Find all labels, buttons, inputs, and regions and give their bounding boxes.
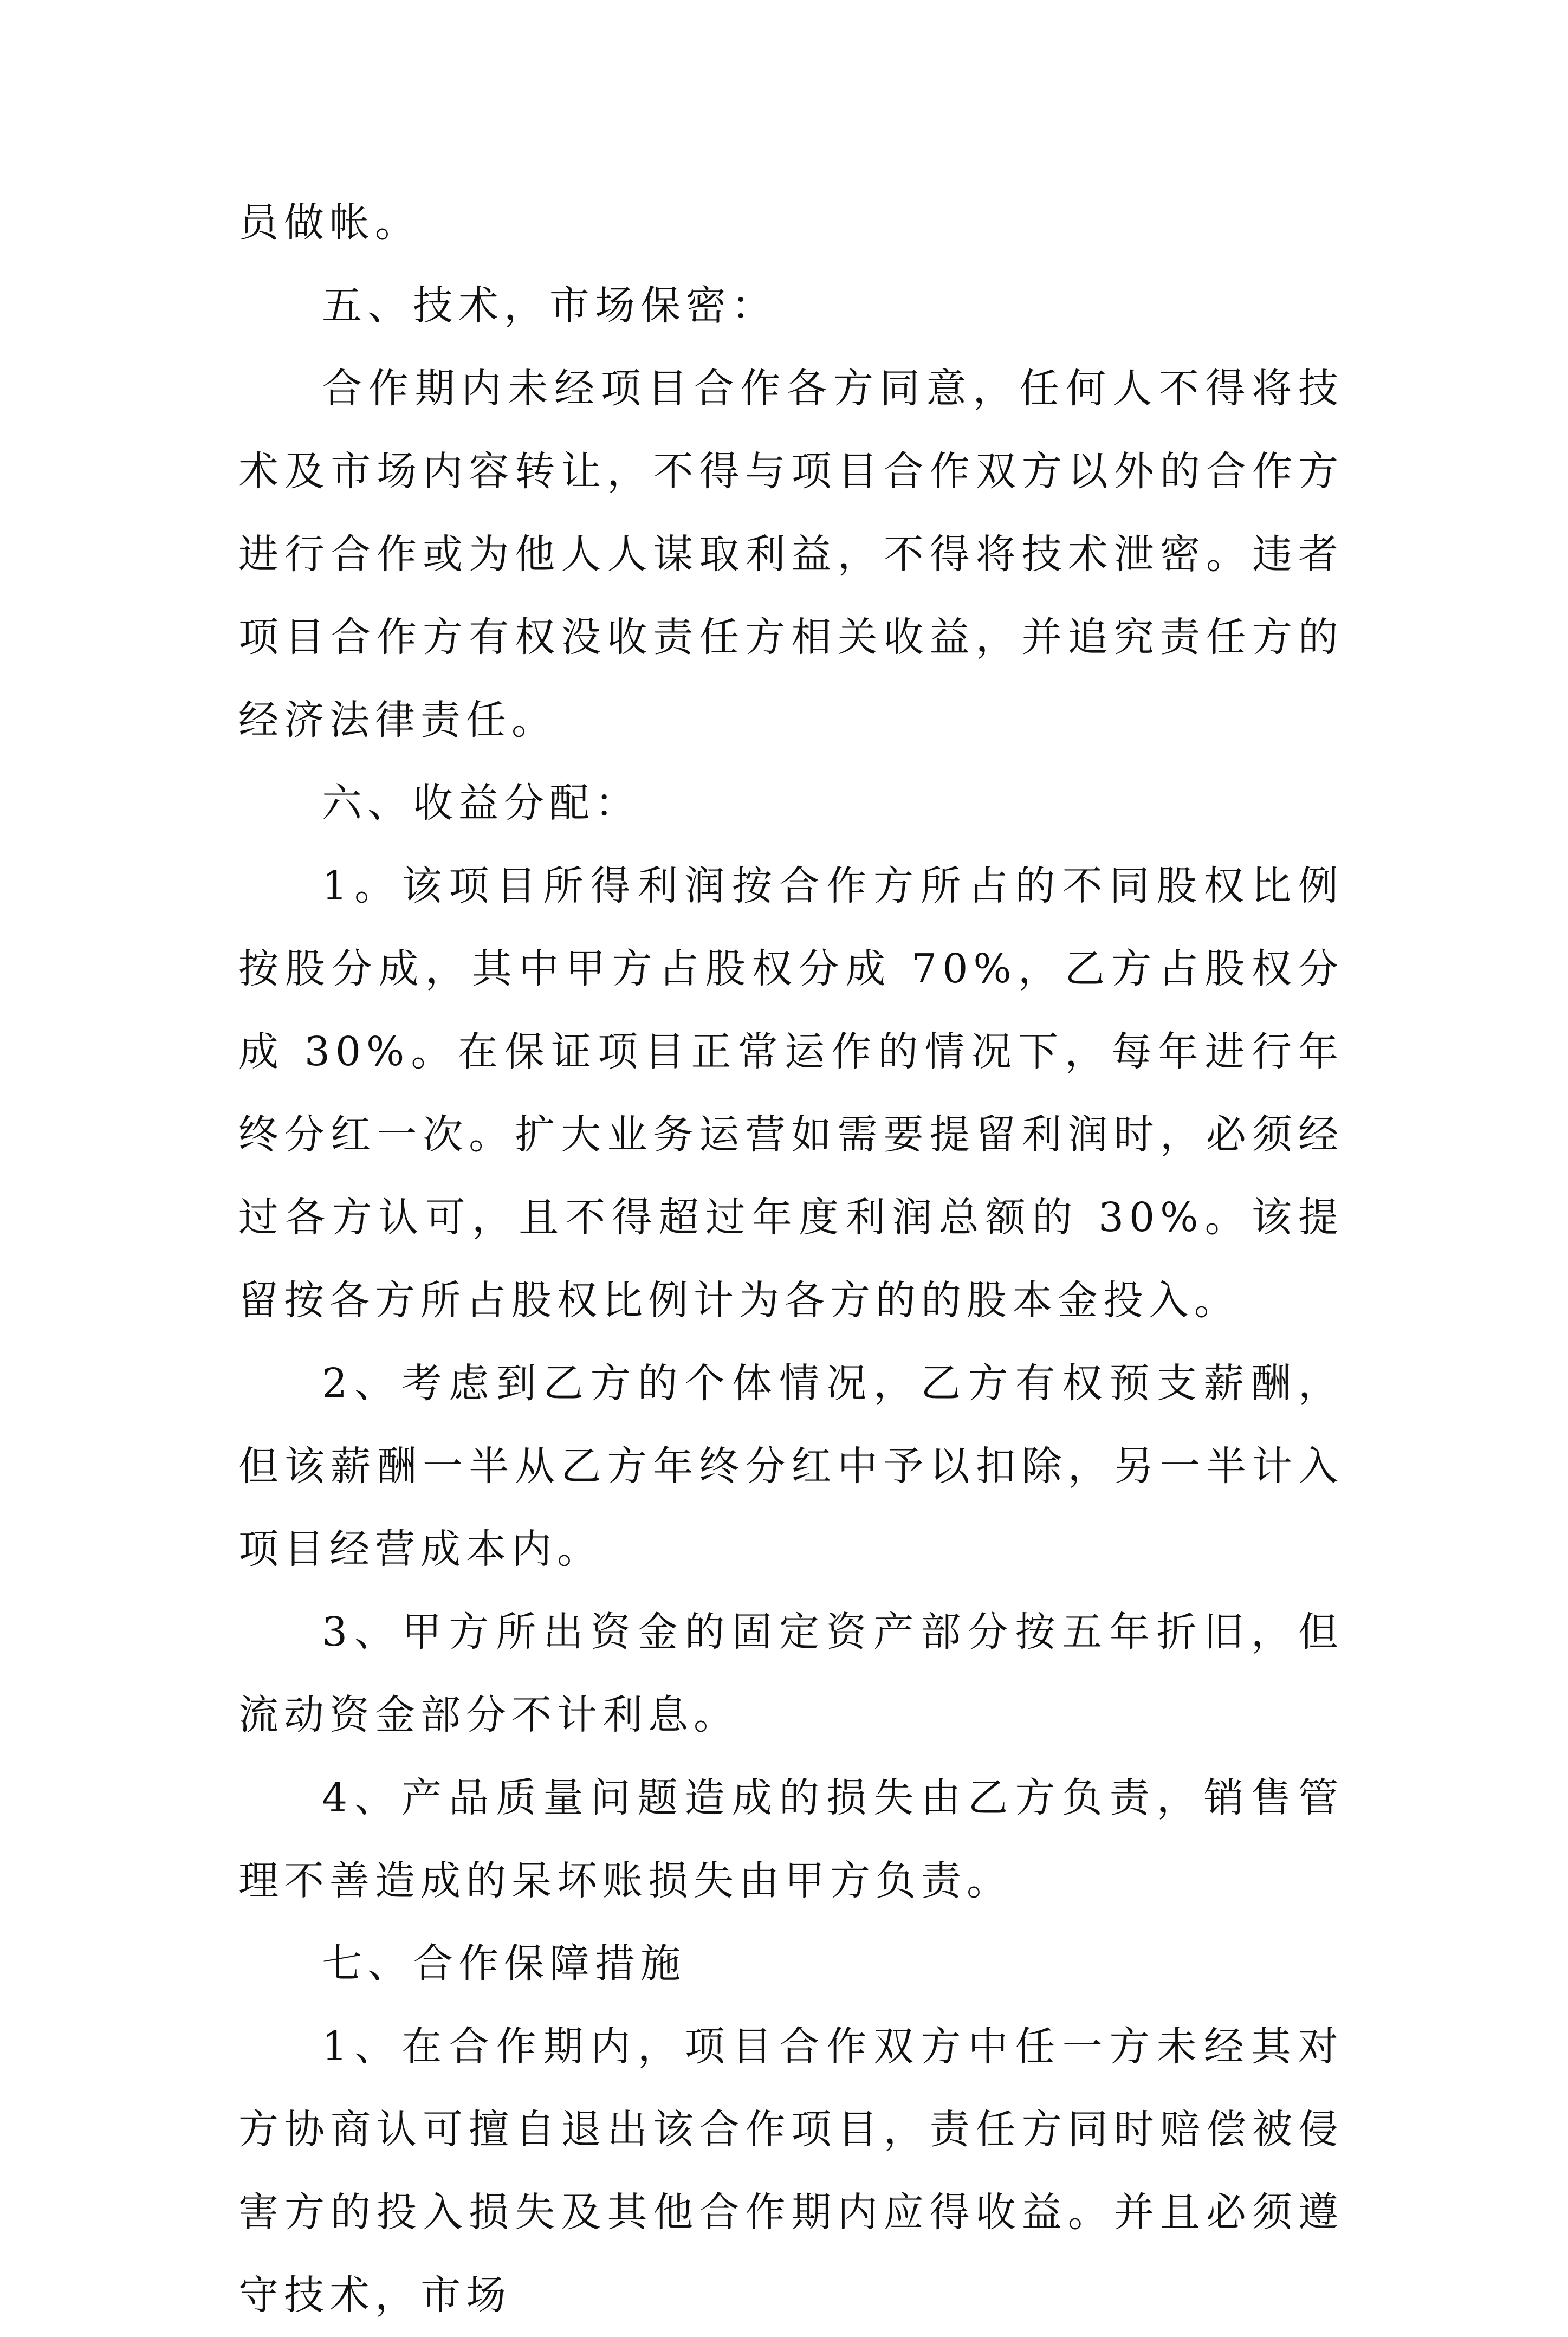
paragraph-profit-clause-1: 1。该项目所得利润按合作方所占的不同股权比例按股分成，其中甲方占股权分成 70%，乙方占股权分成 30%。在保证项目正常运作的情况下，每年进行年终分红一次。扩大业务运营如需要提留利润时，必须经过各方认可，且不得超过年度利润总额的 30%。该提留按各方所占股权比例计为各方的的股本金投入。 — [238, 863, 1344, 1324]
section-heading-safeguards: 七、合作保障措施 — [322, 1940, 686, 1987]
paragraph-profit-clause-3: 3、甲方所出资金的固定资产部分按五年折旧，但流动资金部分不计利息。 — [238, 1609, 1344, 1738]
paragraph-profit-clause-4: 4、产品质量问题造成的损失由乙方负责，销售管理不善造成的呆坏账损失由甲方负责。 — [238, 1775, 1344, 1904]
section-heading-profit-distribution: 六、收益分配： — [322, 780, 640, 826]
paragraph-continuation: 员做帐。 — [238, 199, 420, 246]
paragraph-profit-clause-2: 2、考虑到乙方的个体情况，乙方有权预支薪酬，但该薪酬一半从乙方年终分红中予以扣除，另一半计入项目经营成本内。 — [238, 1360, 1344, 1572]
paragraph-confidentiality: 合作期内未经项目合作各方同意，任何人不得将技术及市场内容转让，不得与项目合作双方以外的合作方进行合作或为他人人谋取利益，不得将技术泄密。违者项目合作方有权没收责任方相关收益，并追究责任方的经济法律责任。 — [238, 365, 1344, 743]
document-body — [238, 182, 1344, 2337]
section-heading-confidentiality: 五、技术，市场保密： — [322, 282, 777, 329]
paragraph-safeguard-clause-1: 1、在合作期内，项目合作双方中任一方未经其对方协商认可擅自退出该合作项目，责任方同时赔偿被侵害方的投入损失及其他合作期内应得收益。并且必须遵守技术，市场 — [238, 2023, 1344, 2319]
